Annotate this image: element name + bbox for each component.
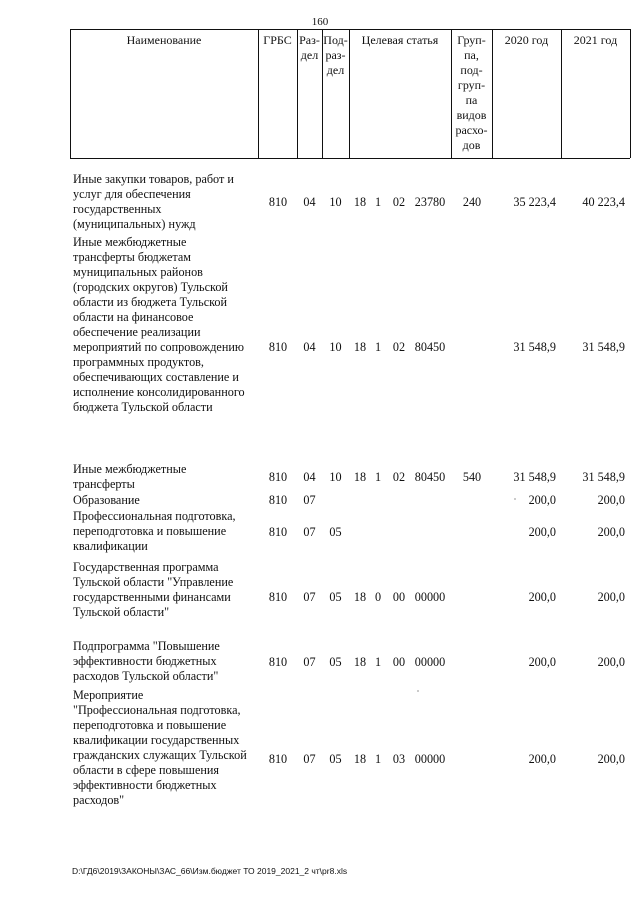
cell-rz: 07 bbox=[303, 655, 316, 669]
row-name-line: трансферты бюджетам bbox=[73, 250, 192, 264]
row-name-line: Образование bbox=[73, 493, 140, 507]
header-top-border bbox=[70, 29, 630, 30]
header-name: Наименование bbox=[126, 33, 202, 47]
row-name bbox=[73, 493, 265, 508]
row-name-line: государственных bbox=[73, 202, 162, 216]
cell-cs4: 80450 bbox=[414, 340, 446, 354]
row-name-line: мероприятий по сопровождению bbox=[73, 340, 244, 354]
row-name-line: переподготовка и повышение bbox=[73, 718, 227, 732]
cell-v2021: 200,0 bbox=[597, 525, 625, 539]
row-name-line: программных продуктов, bbox=[73, 355, 204, 369]
cell-cs2: 1 bbox=[374, 752, 382, 766]
row-name-line: гражданских служащих Тульской bbox=[73, 748, 247, 762]
cell-cs2: 0 bbox=[374, 590, 382, 604]
cell-cs1: 18 bbox=[353, 590, 367, 604]
cell-v2021: 31 548,9 bbox=[582, 340, 625, 354]
row-name-line: государственными финансами bbox=[73, 590, 231, 604]
row-name-line: Профессиональная подготовка, bbox=[73, 509, 236, 523]
header-grbs: ГРБС bbox=[263, 33, 292, 47]
row-name-line: Иные закупки товаров, работ и bbox=[73, 172, 234, 186]
cell-cs3: 02 bbox=[392, 470, 406, 484]
row-name-line: квалификации государственных bbox=[73, 733, 240, 747]
header-gruppa bbox=[451, 33, 492, 153]
row-name-line: услуг для обеспечения bbox=[73, 187, 191, 201]
cell-grbs: 810 bbox=[268, 493, 288, 507]
cell-pr: 10 bbox=[329, 470, 342, 484]
row-name-line: области в сфере повышения bbox=[73, 763, 220, 777]
cell-cs4: 80450 bbox=[414, 470, 446, 484]
cell-pr: 10 bbox=[329, 340, 342, 354]
row-name bbox=[73, 235, 265, 415]
col-border bbox=[258, 29, 259, 158]
row-name bbox=[73, 172, 265, 232]
row-name-line: Подпрограмма "Повышение bbox=[73, 639, 220, 653]
row-name-line: бюджета Тульской области bbox=[73, 400, 213, 414]
cell-cs2: 1 bbox=[374, 470, 382, 484]
scan-speck bbox=[514, 498, 516, 500]
header-podrazdel-line: Под- bbox=[323, 33, 348, 47]
scan-speck bbox=[417, 690, 419, 692]
row-name-line: эффективности бюджетных bbox=[73, 654, 217, 668]
cell-cs2: 1 bbox=[374, 655, 382, 669]
row-name-line: обеспечение реализации bbox=[73, 325, 201, 339]
cell-grbs: 810 bbox=[268, 195, 288, 209]
cell-v2020: 35 223,4 bbox=[513, 195, 556, 209]
cell-cs1: 18 bbox=[353, 655, 367, 669]
cell-rz: 07 bbox=[303, 525, 316, 539]
row-name-line: расходов Тульской области" bbox=[73, 669, 219, 683]
cell-grbs: 810 bbox=[268, 655, 288, 669]
cell-v2021: 200,0 bbox=[597, 752, 625, 766]
cell-rz: 04 bbox=[303, 470, 316, 484]
col-border bbox=[561, 29, 562, 158]
row-name-line: "Профессиональная подготовка, bbox=[73, 703, 241, 717]
row-name-line: трансферты bbox=[73, 477, 135, 491]
row-name bbox=[73, 688, 265, 808]
row-name-line: Тульской области" bbox=[73, 605, 170, 619]
cell-v2020: 200,0 bbox=[528, 590, 556, 604]
cell-v2020: 200,0 bbox=[528, 752, 556, 766]
cell-rz: 04 bbox=[303, 340, 316, 354]
col-border bbox=[492, 29, 493, 158]
cell-cs2: 1 bbox=[374, 195, 382, 209]
cell-pr: 05 bbox=[329, 525, 342, 539]
cell-vr: 240 bbox=[462, 195, 482, 209]
header-tselevaya-statya: Целевая статья bbox=[361, 33, 439, 47]
row-name-line: Иные межбюджетные bbox=[73, 235, 187, 249]
cell-rz: 07 bbox=[303, 752, 316, 766]
cell-cs3: 00 bbox=[392, 590, 406, 604]
cell-v2020: 31 548,9 bbox=[513, 470, 556, 484]
row-name-line: расходов" bbox=[73, 793, 125, 807]
cell-cs3: 00 bbox=[392, 655, 406, 669]
cell-pr: 05 bbox=[329, 752, 342, 766]
cell-grbs: 810 bbox=[268, 752, 288, 766]
row-name-line: Иные межбюджетные bbox=[73, 462, 187, 476]
header-gruppa-line: расхо- bbox=[455, 123, 488, 137]
cell-grbs: 810 bbox=[268, 590, 288, 604]
row-name bbox=[73, 560, 265, 620]
cell-cs2: 1 bbox=[374, 340, 382, 354]
cell-v2021: 200,0 bbox=[597, 655, 625, 669]
col-border bbox=[70, 29, 71, 158]
row-name bbox=[73, 462, 265, 492]
cell-grbs: 810 bbox=[268, 470, 288, 484]
cell-pr: 10 bbox=[329, 195, 342, 209]
cell-v2020: 31 548,9 bbox=[513, 340, 556, 354]
cell-vr: 540 bbox=[462, 470, 482, 484]
file-path-footer: D:\ГД6\2019\ЗАКОНЫ\ЗАС_66\Изм.бюджет ТО 2019_2021_2 чт\pr8.xls bbox=[72, 866, 348, 876]
cell-cs3: 02 bbox=[392, 340, 406, 354]
page-number: 160 bbox=[311, 16, 329, 28]
cell-rz: 07 bbox=[303, 590, 316, 604]
header-gruppa-line: Груп- bbox=[457, 33, 486, 47]
header-2021: 2021 год bbox=[573, 33, 618, 47]
header-podrazdel-line: дел bbox=[326, 63, 345, 77]
row-name-line: (городских округов) Тульской bbox=[73, 280, 228, 294]
row-name-line: области из бюджета Тульской bbox=[73, 295, 228, 309]
cell-cs1: 18 bbox=[353, 195, 367, 209]
row-name bbox=[73, 509, 265, 554]
header-gruppa-line: дов bbox=[462, 138, 481, 152]
cell-v2020: 200,0 bbox=[528, 525, 556, 539]
header-podrazdel bbox=[322, 33, 349, 78]
cell-v2020: 200,0 bbox=[528, 655, 556, 669]
row-name-line: исполнение консолидированного bbox=[73, 385, 245, 399]
cell-cs4: 00000 bbox=[414, 590, 446, 604]
cell-cs4: 00000 bbox=[414, 752, 446, 766]
row-name-line: квалификации bbox=[73, 539, 148, 553]
cell-v2021: 200,0 bbox=[597, 493, 625, 507]
cell-cs4: 00000 bbox=[414, 655, 446, 669]
cell-v2020: 200,0 bbox=[528, 493, 556, 507]
cell-cs1: 18 bbox=[353, 470, 367, 484]
row-name-line: переподготовка и повышение bbox=[73, 524, 227, 538]
cell-grbs: 810 bbox=[268, 340, 288, 354]
row-name-line: муниципальных районов bbox=[73, 265, 203, 279]
row-name-line: Тульской области "Управление bbox=[73, 575, 234, 589]
header-razdel-line: дел bbox=[300, 48, 319, 62]
header-2020: 2020 год bbox=[504, 33, 549, 47]
header-gruppa-line: под- bbox=[460, 63, 483, 77]
cell-cs1: 18 bbox=[353, 340, 367, 354]
row-name-line: эффективности бюджетных bbox=[73, 778, 217, 792]
col-border bbox=[349, 29, 350, 158]
cell-grbs: 810 bbox=[268, 525, 288, 539]
cell-cs1: 18 bbox=[353, 752, 367, 766]
cell-pr: 05 bbox=[329, 655, 342, 669]
row-name-line: обеспечивающих составление и bbox=[73, 370, 239, 384]
cell-cs3: 02 bbox=[392, 195, 406, 209]
cell-v2021: 31 548,9 bbox=[582, 470, 625, 484]
cell-rz: 04 bbox=[303, 195, 316, 209]
cell-cs3: 03 bbox=[392, 752, 406, 766]
row-name-line: Мероприятие bbox=[73, 688, 144, 702]
cell-cs4: 23780 bbox=[414, 195, 446, 209]
header-gruppa-line: па bbox=[465, 93, 478, 107]
row-name-line: (муниципальных) нужд bbox=[73, 217, 196, 231]
header-gruppa-line: груп- bbox=[457, 78, 486, 92]
cell-pr: 05 bbox=[329, 590, 342, 604]
row-name-line: Государственная программа bbox=[73, 560, 219, 574]
cell-rz: 07 bbox=[303, 493, 316, 507]
header-razdel bbox=[297, 33, 322, 63]
row-name-line: области на финансовое bbox=[73, 310, 194, 324]
cell-v2021: 200,0 bbox=[597, 590, 625, 604]
cell-v2021: 40 223,4 bbox=[582, 195, 625, 209]
col-border bbox=[630, 29, 631, 158]
header-gruppa-line: видов bbox=[456, 108, 487, 122]
header-gruppa-line: па, bbox=[464, 48, 479, 62]
header-podrazdel-line: раз- bbox=[325, 48, 346, 62]
header-razdel-line: Раз- bbox=[299, 33, 320, 47]
row-name bbox=[73, 639, 265, 684]
header-bottom-border bbox=[70, 158, 630, 159]
